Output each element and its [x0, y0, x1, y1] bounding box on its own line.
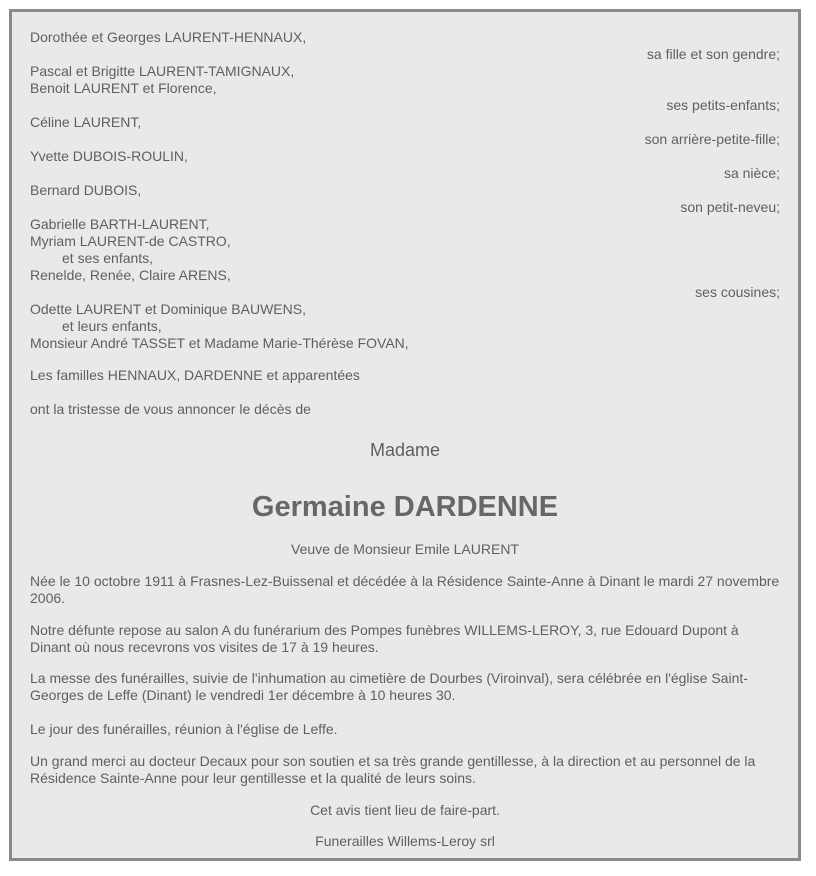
relation-label: sa fille et son gendre; [646, 46, 780, 62]
company-name: Funerailles Willems-Leroy srl [315, 833, 495, 849]
meeting-paragraph: Le jour des funérailles, réunion à l'église de Leffe. [30, 721, 338, 737]
thanks-paragraph: Un grand merci au docteur Decaux pour son soutien et sa très grande gentillesse, à la direction et au personnel de la Résidence Sainte-Anne pour leur gentillesse et la qualité de leurs soins. [30, 753, 756, 786]
relation-label: sa nièce; [723, 165, 780, 181]
announcement: ont la tristesse de vous annoncer le décès de [30, 401, 311, 417]
family-line: et leurs enfants, [62, 318, 162, 334]
notice-line: Cet avis tient lieu de faire-part. [310, 802, 500, 818]
family-line: Bernard DUBOIS, [30, 182, 142, 198]
family-line: Les familles HENNAUX, DARDENNE et apparentées [30, 367, 360, 383]
deceased-title: Madame [369, 440, 441, 460]
deceased-subtitle: Veuve de Monsieur Emile LAURENT [291, 541, 519, 557]
obituary-notice [9, 9, 801, 861]
deceased-name: Germaine DARDENNE [251, 491, 559, 523]
birth-death-paragraph: Née le 10 octobre 1911 à Frasnes-Lez-Buissenal et décédée à la Résidence Sainte-Anne à Dinant le mardi 27 novembre 2006. [30, 573, 780, 606]
family-line: Odette LAURENT et Dominique BAUWENS, [30, 301, 306, 317]
relation-label: son petit-neveu; [680, 199, 780, 215]
family-line: Myriam LAURENT-de CASTRO, [30, 233, 231, 249]
family-line: Renelde, Renée, Claire ARENS, [30, 267, 231, 283]
relation-label: ses petits-enfants; [666, 97, 780, 113]
family-line: Céline LAURENT, [30, 114, 142, 130]
relation-label: son arrière-petite-fille; [644, 131, 780, 147]
family-line: Yvette DUBOIS-ROULIN, [30, 148, 188, 164]
relation-label: ses cousines; [695, 284, 780, 300]
family-line: Monsieur André TASSET et Madame Marie-Thérèse FOVAN, [30, 335, 409, 351]
rest-paragraph: Notre défunte repose au salon A du funérarium des Pompes funèbres WILLEMS-LEROY, 3, rue Edouard Dupont à Dinant où nous recevrons vos visites de 17 à 19 heures. [30, 622, 739, 655]
family-line: Benoit LAURENT et Florence, [30, 80, 217, 96]
family-line: Gabrielle BARTH-LAURENT, [30, 216, 210, 232]
family-line: Pascal et Brigitte LAURENT-TAMIGNAUX, [30, 63, 295, 79]
family-line: Dorothée et Georges LAURENT-HENNAUX, [30, 29, 307, 45]
mass-paragraph: La messe des funérailles, suivie de l'inhumation au cimetière de Dourbes (Viroinval), sera célébrée en l'église Saint-Georges de Leffe (Dinant) le vendredi 1er décembre à 10 heures 30. [30, 670, 748, 703]
family-line: et ses enfants, [62, 250, 154, 266]
